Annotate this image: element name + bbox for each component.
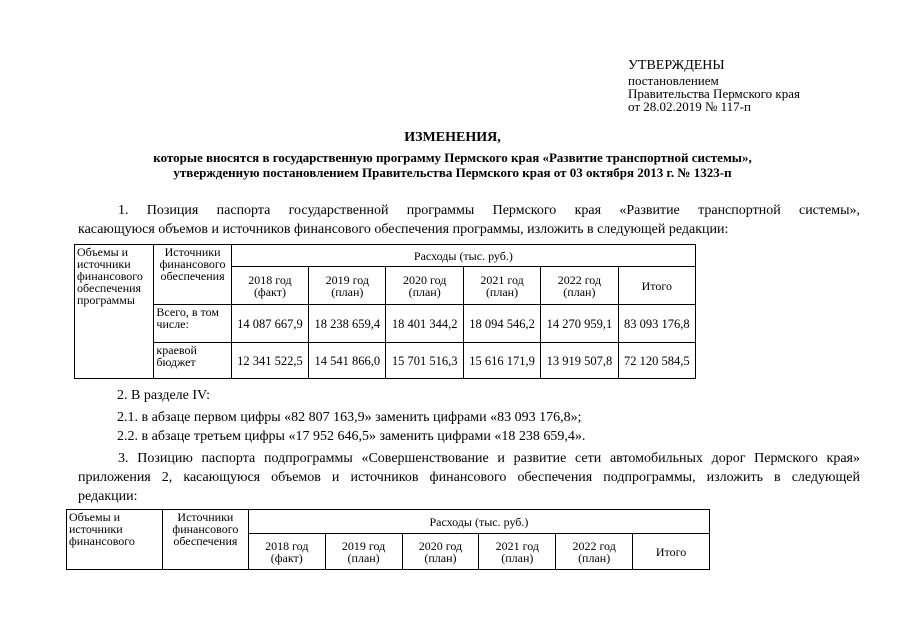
table2-year-2021: 2021 год (план) xyxy=(479,534,556,570)
approval-line-3: от 28.02.2019 № 117-п xyxy=(628,99,751,114)
table-cell: 15 701 516,3 xyxy=(386,343,463,379)
table2-col-programs: Объемы и источники финансового xyxy=(67,510,163,570)
table-cell: 18 238 659,4 xyxy=(309,305,386,343)
table2-year-2020: 2020 год (план) xyxy=(402,534,479,570)
approval-line-2: Правительства Пермского края xyxy=(628,86,800,101)
table1-year-2019: 2019 год (план) xyxy=(309,267,386,305)
table1-col-programs: Объемы и источники финансового обеспечения программы xyxy=(75,245,154,379)
table2-year-2019: 2019 год (план) xyxy=(325,534,402,570)
financing-table-1 xyxy=(74,244,696,379)
table2-year-2022: 2022 год (план) xyxy=(556,534,633,570)
table1-year-2021: 2021 год (план) xyxy=(463,267,540,305)
approval-line-1: постановлением xyxy=(628,73,719,88)
table2-group-header: Расходы (тыс. руб.) xyxy=(248,510,709,534)
item-3-line-3: редакции: xyxy=(78,489,138,504)
table2-total-header: Итого xyxy=(633,534,710,570)
table1-total-header: Итого xyxy=(618,267,695,305)
table2-year-2018: 2018 год (факт) xyxy=(248,534,325,570)
table1-row-label: краевой бюджет xyxy=(154,343,231,379)
subtitle-line-2: утвержденную постановлением Правительства Пермского края от 03 октября 2013 г. № 1323-п xyxy=(173,165,732,180)
item-3-line-1: 3. Позицию паспорта подпрограммы «Совершенствование и развитие сети автомобильных дорог Пермского края» xyxy=(118,451,860,466)
approval-block xyxy=(628,58,800,113)
item-3-line-2: приложения 2, касающуюся объемов и источников финансового обеспечения подпрограммы, изложить в следующей xyxy=(78,470,860,485)
item-2: 2. В разделе IV: xyxy=(117,388,210,403)
document-subtitle xyxy=(0,150,905,180)
table1-year-2022: 2022 год (план) xyxy=(541,267,618,305)
table-cell: 13 919 507,8 xyxy=(541,343,618,379)
item-1-paragraph xyxy=(78,201,860,239)
table1-row-label: Всего, в том числе: xyxy=(154,305,231,343)
table2-col-sources: Источники финансового обеспечения xyxy=(162,510,248,570)
item-2-1: 2.1. в абзаце первом цифры «82 807 163,9» заменить цифрами «83 093 176,8»; xyxy=(117,410,582,425)
table-row xyxy=(75,343,696,379)
table-cell: 12 341 522,5 xyxy=(231,343,308,379)
item-1-line-2: касающуюся объемов и источников финансового обеспечения программы, изложить в следующей редакции: xyxy=(78,222,729,237)
table-cell: 14 087 667,9 xyxy=(231,305,308,343)
table1-col-sources: Источники финансового обеспечения xyxy=(154,245,231,305)
subtitle-line-1: которые вносятся в государственную программу Пермского края «Развитие транспортной системы», xyxy=(153,150,752,165)
financing-table-2 xyxy=(66,509,710,570)
item-1-line-1: 1. Позиция паспорта государственной программы Пермского края «Развитие транспортной системы», xyxy=(118,203,860,218)
table-cell: 14 270 959,1 xyxy=(541,305,618,343)
table-row xyxy=(75,305,696,343)
table-cell: 15 616 171,9 xyxy=(463,343,540,379)
table-cell: 83 093 176,8 xyxy=(618,305,695,343)
item-2-2: 2.2. в абзаце третьем цифры «17 952 646,5» заменить цифрами «18 238 659,4». xyxy=(117,429,586,444)
table-cell: 14 541 866,0 xyxy=(309,343,386,379)
table1-year-2020: 2020 год (план) xyxy=(386,267,463,305)
approval-heading: УТВЕРЖДЕНЫ xyxy=(628,58,725,73)
table-cell: 18 094 546,2 xyxy=(463,305,540,343)
item-3-paragraph xyxy=(78,449,860,506)
table-cell: 72 120 584,5 xyxy=(618,343,695,379)
table-cell: 18 401 344,2 xyxy=(386,305,463,343)
table1-group-header: Расходы (тыс. руб.) xyxy=(231,245,695,267)
table1-year-2018: 2018 год (факт) xyxy=(231,267,308,305)
document-title: ИЗМЕНЕНИЯ, xyxy=(404,130,501,145)
